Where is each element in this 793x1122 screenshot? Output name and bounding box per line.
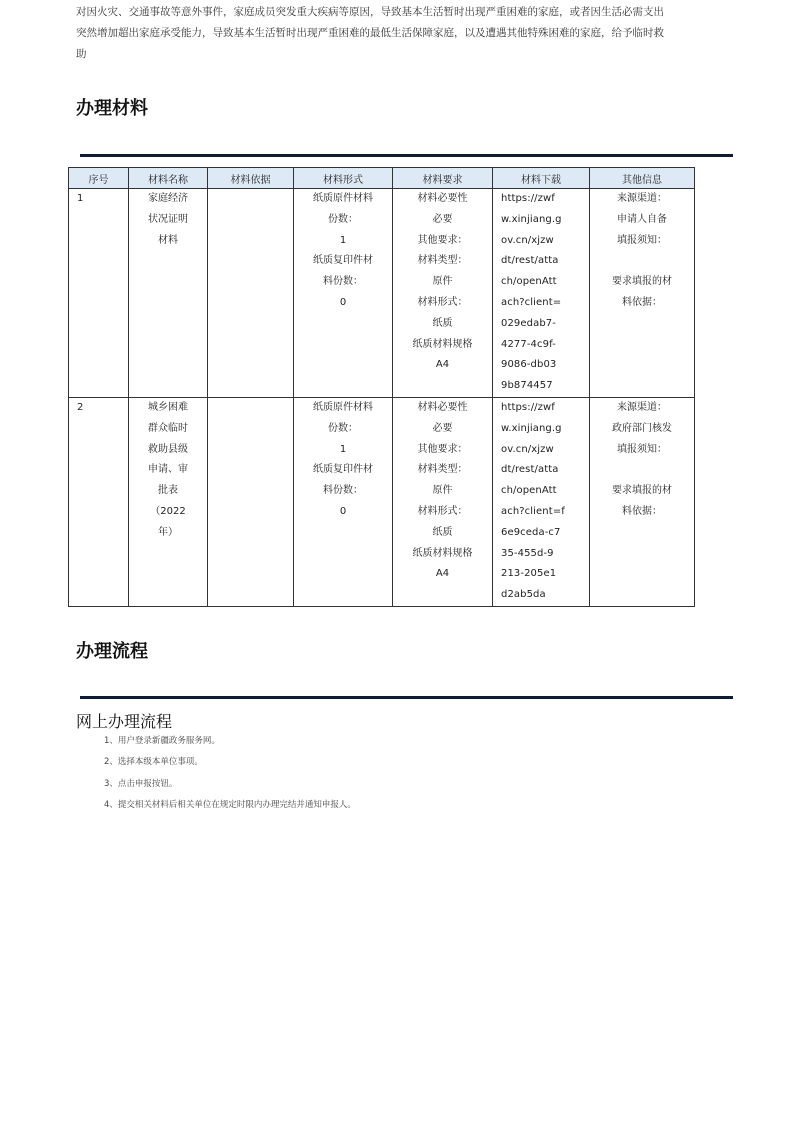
table-header-row: [69, 168, 695, 189]
cell-line: 原件: [432, 485, 453, 497]
cell-line: [590, 251, 694, 272]
intro-line: 突然增加超出家庭承受能力，导致基本生活暂时出现严重困难的最低生活保障家庭，以及遭遇其他特殊困难的家庭，给予临时救: [76, 27, 664, 39]
cell-line: [590, 460, 694, 481]
download-link-line[interactable]: dt/rest/atta: [501, 464, 559, 476]
cell-line: 2: [77, 402, 84, 413]
download-link-line[interactable]: 35-455d-9: [501, 547, 554, 559]
cell-line: 救助县级: [148, 443, 188, 455]
cell-line: 1: [339, 443, 347, 455]
cell-download[interactable]: [493, 189, 590, 398]
cell-line: 年）: [158, 526, 178, 538]
cell-line: 申请、审: [148, 464, 188, 476]
download-link-line[interactable]: ach?client=: [501, 296, 562, 308]
cell-line: 材料形式：: [417, 505, 468, 517]
download-link-line[interactable]: 029edab7-: [501, 317, 556, 329]
cell-line: A4: [435, 568, 450, 580]
cell-line: 其他要求：: [417, 234, 468, 246]
cell-name: [129, 189, 208, 398]
intro-line: 对因火灾、交通事故等意外事件，家庭成员突发重大疾病等原因，导致基本生活暂时出现严重困难的家庭，或者因生活必需支出: [76, 6, 664, 18]
cell-line: 必要: [432, 213, 453, 225]
cell-line: 料份数：: [323, 485, 363, 497]
download-link-line[interactable]: 213-205e1: [501, 568, 557, 580]
download-link-line[interactable]: w.xinjiang.g: [501, 213, 562, 225]
download-link-line[interactable]: ov.cn/xjzw: [501, 443, 554, 455]
cell-line: A4: [435, 359, 450, 371]
header-download: 材料下载: [493, 168, 590, 189]
cell-other: [590, 398, 695, 607]
cell-line: 要求填报的材: [612, 485, 672, 497]
cell-line: 填报须知：: [617, 443, 667, 455]
download-link-line[interactable]: ch/openAtt: [501, 485, 557, 497]
download-link-line[interactable]: https://zwf: [501, 193, 555, 204]
download-link-line[interactable]: d2ab5da: [501, 589, 546, 601]
process-step: 1、用户登录新疆政务服务网。: [104, 736, 220, 746]
cell-line: 纸质复印件材: [313, 464, 373, 476]
header-form: 材料形式: [294, 168, 393, 189]
process-step: 3、点击申报按钮。: [104, 778, 178, 789]
download-link-line[interactable]: https://zwf: [501, 402, 555, 413]
download-link-line[interactable]: 9b874457: [501, 380, 553, 392]
download-link-line[interactable]: 4277-4c9f-: [501, 338, 556, 350]
cell-download[interactable]: [493, 398, 590, 607]
cell-line: 纸质复印件材: [313, 255, 373, 267]
download-link-line[interactable]: ov.cn/xjzw: [501, 234, 554, 246]
cell-line: 料依据：: [622, 296, 662, 308]
cell-index: [69, 189, 129, 398]
cell-line: 其他要求：: [417, 443, 468, 455]
header-basis: 材料依据: [208, 168, 294, 189]
cell-line: 来源渠道：: [617, 402, 667, 413]
cell-line: 原件: [432, 276, 453, 288]
cell-line: 份数：: [328, 213, 358, 225]
cell-line: 申请人自备: [617, 213, 667, 225]
cell-index: [69, 398, 129, 607]
cell-line: 必要: [432, 422, 453, 434]
materials-table: [68, 167, 695, 607]
cell-line: 政府部门核发: [612, 422, 672, 434]
download-link-line[interactable]: dt/rest/atta: [501, 255, 559, 267]
download-link-line[interactable]: 9086-db03: [501, 359, 557, 371]
table-row: [69, 398, 695, 607]
cell-line: 材料: [158, 234, 178, 246]
cell-other: [590, 189, 695, 398]
process-steps: [104, 734, 356, 819]
cell-line: 1: [77, 193, 84, 204]
cell-line: 材料必要性: [417, 193, 468, 204]
cell-basis: [208, 398, 294, 607]
header-requirement: 材料要求: [393, 168, 493, 189]
cell-line: 填报须知：: [617, 234, 667, 246]
table-row: [69, 189, 695, 398]
cell-line: 纸质材料规格: [412, 338, 473, 350]
cell-line: 城乡困难: [148, 402, 188, 413]
materials-section-title: 办理材料: [76, 98, 148, 119]
section-divider: [80, 154, 733, 157]
cell-line: 来源渠道：: [617, 193, 667, 204]
download-link-line[interactable]: w.xinjiang.g: [501, 422, 562, 434]
cell-line: 纸质: [432, 317, 453, 329]
header-name: 材料名称: [129, 168, 208, 189]
header-index: 序号: [69, 168, 129, 189]
intro-paragraph: [76, 2, 696, 65]
cell-line: 料依据：: [622, 505, 662, 517]
intro-line: 助: [76, 48, 87, 60]
online-process-title: 网上办理流程: [76, 712, 173, 731]
cell-line: 状况证明: [148, 213, 188, 225]
cell-line: 料份数：: [323, 276, 363, 288]
cell-form: [294, 398, 393, 607]
cell-line: 纸质原件材料: [313, 193, 373, 204]
cell-line: 批表: [158, 485, 178, 497]
cell-requirement: [393, 189, 493, 398]
cell-basis: [208, 189, 294, 398]
cell-requirement: [393, 398, 493, 607]
cell-line: 0: [339, 505, 347, 517]
cell-line: 材料类型：: [417, 255, 468, 267]
process-step: 2、选择本级本单位事项。: [104, 757, 203, 768]
cell-line: 群众临时: [148, 422, 188, 434]
cell-line: 纸质原件材料: [313, 402, 373, 413]
cell-name: [129, 398, 208, 607]
process-section-title: 办理流程: [76, 641, 148, 662]
cell-line: 要求填报的材: [612, 276, 672, 288]
section-divider: [80, 696, 733, 699]
download-link-line[interactable]: ch/openAtt: [501, 276, 557, 288]
cell-line: 纸质材料规格: [412, 547, 473, 559]
download-link-line[interactable]: 6e9ceda-c7: [501, 526, 561, 538]
cell-line: 0: [339, 296, 347, 308]
cell-line: 材料必要性: [417, 402, 468, 413]
cell-line: 材料形式：: [417, 296, 468, 308]
cell-line: 1: [339, 234, 347, 246]
cell-line: 份数：: [328, 422, 358, 434]
cell-line: 家庭经济: [148, 193, 188, 204]
process-step: 4、提交相关材料后相关单位在规定时限内办理完结并通知申报人。: [104, 799, 356, 810]
download-link-line[interactable]: ach?client=f: [501, 505, 565, 517]
cell-line: 纸质: [432, 526, 453, 538]
cell-form: [294, 189, 393, 398]
cell-line: 材料类型：: [417, 464, 468, 476]
header-other: 其他信息: [590, 168, 695, 189]
cell-line: （2022: [150, 505, 186, 517]
